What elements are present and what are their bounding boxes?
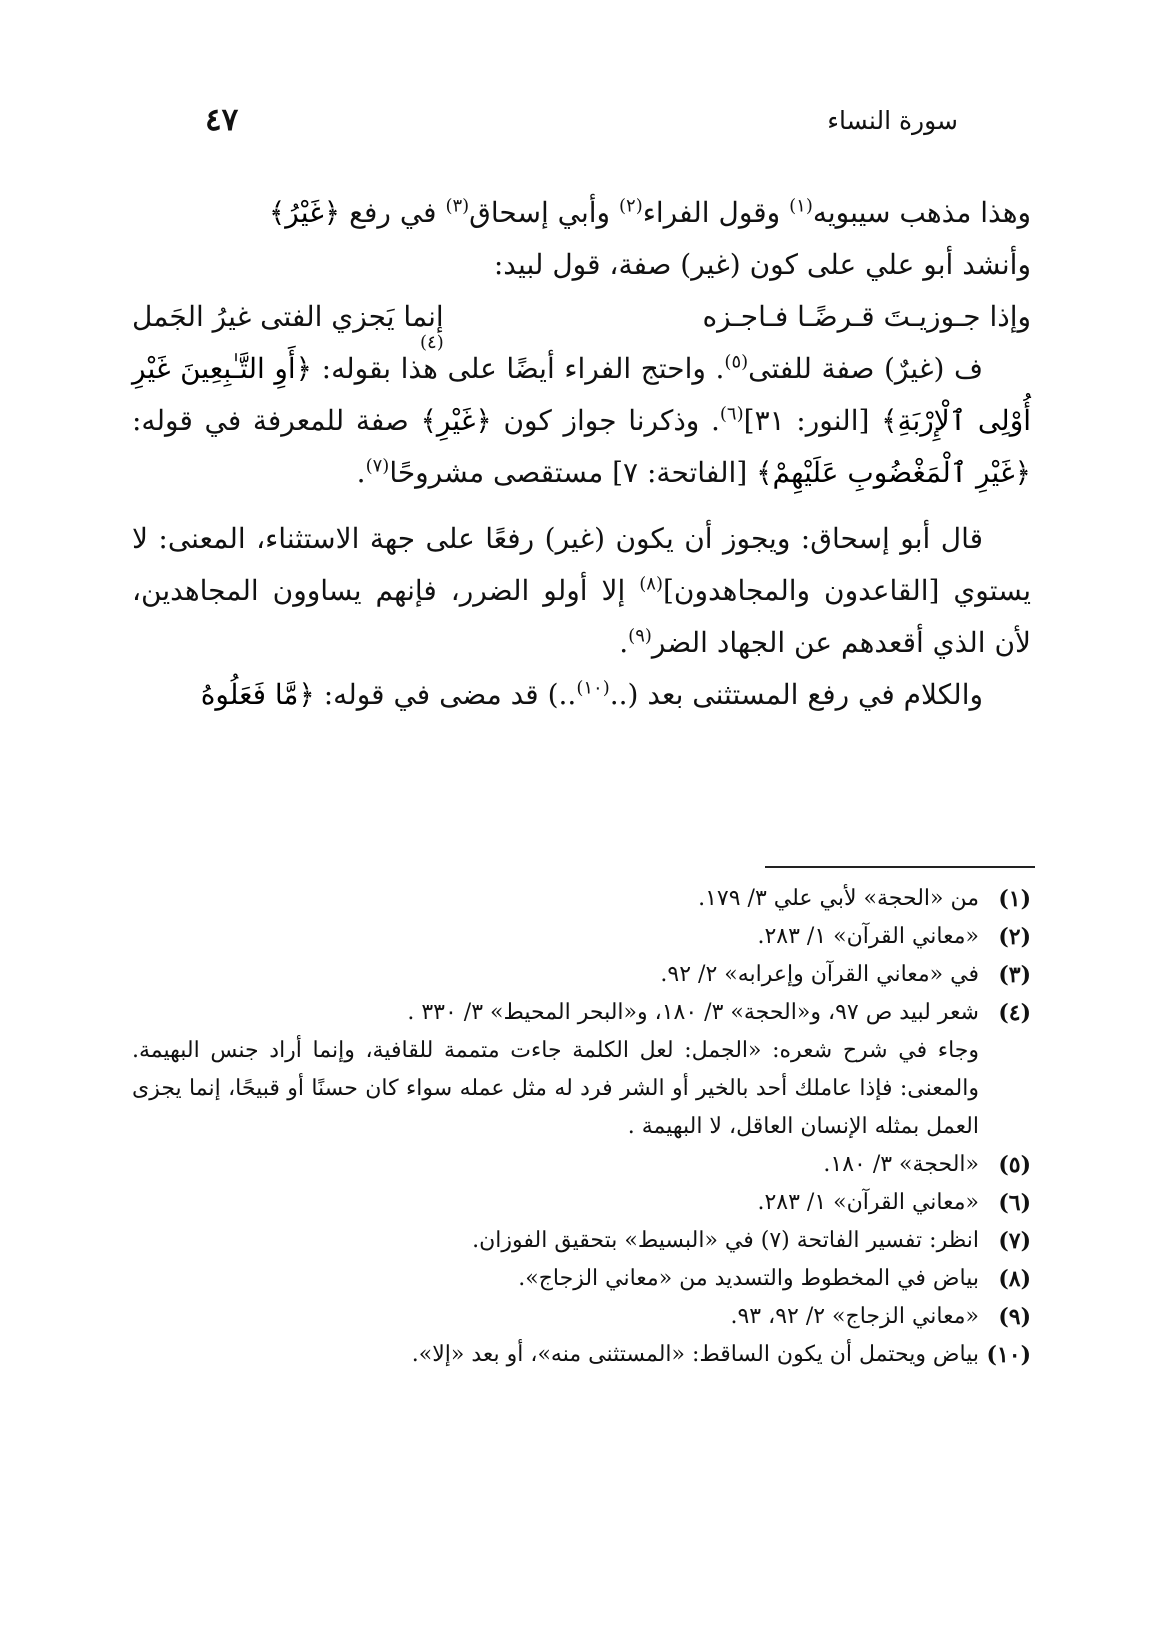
footnote-ref: (٢) xyxy=(618,195,643,217)
verse-hemistich-1: وإذا جـوزيـتَ قـرضًـا فـاجـزه xyxy=(702,300,1031,333)
footnote-ref: (٨) xyxy=(639,573,663,595)
footnote-item xyxy=(132,956,1031,994)
footnote-number: (٣) xyxy=(998,962,1031,988)
text-run: قال أبو إسحاق: ويجوز أن يكون (غير) رفعًا على جهة الاستثناء، المعنى: لا يستوي [القاعدون والمجاهدون] xyxy=(132,522,1031,607)
footnote-divider xyxy=(765,866,1035,868)
poem-verse xyxy=(132,291,1031,353)
text-run: وقول الفراء xyxy=(642,196,790,229)
page-number: ٤٧ xyxy=(205,102,239,138)
paragraph-poem-intro: وأنشد أبو علي على كون (غير) صفة، قول لبيد: xyxy=(493,248,1031,281)
footnote-text: شعر لبيد ص ٩٧، و«الحجة» ٣/ ١٨٠، و«البحر المحيط» ٣/ ٣٣٠ . xyxy=(407,1000,979,1025)
footnote-text: بياض في المخطوط والتسديد من «معاني الزجاج». xyxy=(518,1266,979,1291)
text-run: . وذكرنا جواز كون xyxy=(491,404,720,437)
footnote-ref: (٥) xyxy=(724,351,749,373)
text-run: ف (غيرٌ) صفة للفتى xyxy=(748,352,983,385)
quran-quote: ﴿غَيْرُ﴾ xyxy=(268,196,341,229)
footnote-item xyxy=(132,880,1031,918)
text-run: في رفع xyxy=(340,196,446,229)
quran-quote: ﴿أَوِ التَّـٰبِعِينَ غَيْرِ أُوْلِى ٱلْإِرْبَةِ﴾ xyxy=(132,352,1031,437)
footnote-item xyxy=(132,1146,1031,1184)
footnote-number: (١) xyxy=(998,886,1031,912)
text-run: . واحتج الفراء أيضًا على هذا بقوله: xyxy=(312,352,725,385)
footnote-text: انظر: تفسير الفاتحة (٧) في «البسيط» بتحقيق الفوزان. xyxy=(472,1228,979,1253)
footnote-text: من «الحجة» لأبي علي ٣/ ١٧٩. xyxy=(698,886,979,911)
footnote-ref: (١٠) xyxy=(576,677,610,699)
footnotes xyxy=(132,880,1031,1374)
footnote-text: في «معاني القرآن وإعرابه» ٢/ ٩٢. xyxy=(660,962,979,987)
footnote-text: بياض ويحتمل أن يكون الساقط: «المستثنى منه»، أو بعد «إلا». xyxy=(411,1342,979,1367)
paragraph-4 xyxy=(132,669,1031,721)
paragraph-2 xyxy=(132,343,1031,499)
surah-title: سورة النساء xyxy=(827,106,958,135)
footnote-number: (٧) xyxy=(998,1228,1031,1254)
text-run: وأبي إسحاق xyxy=(469,196,619,229)
footnote-ref: (٣) xyxy=(445,195,470,217)
footnote-number: (٩) xyxy=(998,1304,1031,1330)
text-run: . xyxy=(356,456,366,489)
text-run: وهذا مذهب سيبويه xyxy=(812,196,1031,229)
text-run: . xyxy=(619,626,629,659)
paragraph-3 xyxy=(132,513,1031,669)
footnote-item xyxy=(132,1260,1031,1298)
footnote-number: (٢) xyxy=(998,924,1031,950)
footnote-item xyxy=(132,1336,1031,1374)
quran-quote: ﴿غَيْرِ﴾ xyxy=(420,404,492,437)
footnote-ref: (٩) xyxy=(628,625,652,647)
footnote-number: (٥) xyxy=(998,1152,1031,1178)
quran-quote: ﴿مَّا فَعَلُوهُ xyxy=(200,678,315,711)
main-text xyxy=(132,187,1031,721)
footnote-item xyxy=(132,994,1031,1032)
footnote-text: «الحجة» ٣/ ١٨٠. xyxy=(823,1152,979,1177)
footnote-number: (٨) xyxy=(998,1266,1031,1292)
quran-quote: ﴿غَيْرِ ٱلْمَغْضُوبِ عَلَيْهِمْ﴾ xyxy=(756,456,1031,489)
paragraph-1 xyxy=(132,187,1031,239)
footnote-ref: (٧) xyxy=(365,455,390,477)
footnote-item xyxy=(132,1298,1031,1336)
footnote-text: «معاني القرآن» ١/ ٢٨٣. xyxy=(757,1190,979,1215)
footnote-ref: (٦) xyxy=(719,403,744,425)
footnote-number: (١٠) xyxy=(986,1342,1031,1368)
footnote-number: (٦) xyxy=(998,1190,1031,1216)
verse-hemistich-2: إنما يَجزي الفتى غيرُ الجَمل xyxy=(132,300,444,333)
footnote-continuation: وجاء في شرح شعره: «الجمل: لعل الكلمة جاءت متممة للقافية، وإنما أراد جنس البهيمة. والمعنى: فإذا عاملك أحد بالخير أو الشر فرد له مثل عمله سواء كان حسنًا أو قبيحًا، إنما يجزى العمل بمثله الإنسان العاقل، لا البهيمة . xyxy=(132,1038,979,1139)
text-run: [الفاتحة: ٧] مستقصى مشروحًا xyxy=(389,456,757,489)
footnote-number: (٤) xyxy=(998,1000,1031,1026)
footnote-item xyxy=(132,1222,1031,1260)
page-header xyxy=(205,98,958,148)
footnote-item xyxy=(132,1184,1031,1222)
footnote-text: «معاني القرآن» ١/ ٢٨٣. xyxy=(757,924,979,949)
footnote-ref: (١) xyxy=(789,195,813,217)
footnote-item xyxy=(132,918,1031,956)
text-run: إلا أولو الضرر، فإنهم يساوون المجاهدين، لأن الذي أقعدهم عن الجهاد الضر xyxy=(132,574,1031,659)
footnote-text: «معاني الزجاج» ٢/ ٩٢، ٩٣. xyxy=(730,1304,979,1329)
text-run: والكلام في رفع المستثنى بعد (.. xyxy=(609,678,983,711)
text-run: ..) قد مضى في قوله: xyxy=(314,678,577,711)
text-run: صفة للمعرفة في قوله: xyxy=(132,404,421,437)
text-run: [النور: ٣١] xyxy=(743,404,882,437)
verse-hemistich-2-wrap: إنما يَجزي الفتى غيرُ الجَمل (٤) xyxy=(132,291,444,343)
